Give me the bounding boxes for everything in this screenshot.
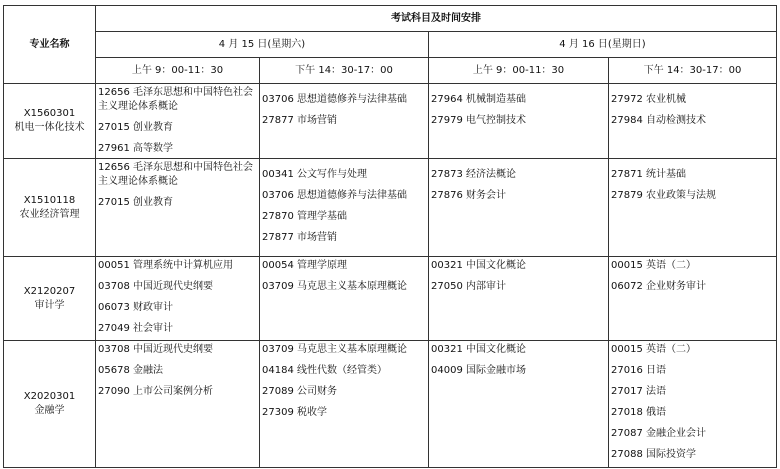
day-header-apr15: 4 月 15 日(星期六): [96, 32, 429, 58]
day-header-apr16: 4 月 16 日(星期日): [429, 32, 777, 58]
subject-item: 27088 国际投资学: [611, 449, 696, 460]
subject-item: 27870 管理学基础: [262, 211, 347, 222]
subjects-cell: [260, 257, 429, 341]
subject-item: 27018 俄语: [611, 407, 666, 418]
major-name: 农业经济管理: [19, 208, 80, 220]
session-header: 下午 14：30-17：00: [260, 58, 429, 84]
subject-item: 00321 中国文化概论: [431, 344, 526, 355]
subject-item: 27979 电气控制技术: [431, 115, 526, 126]
major-code: X1560301: [23, 108, 76, 119]
subject-item: 05678 金融法: [98, 365, 163, 376]
major-cell: [4, 159, 96, 257]
subjects-cell: [96, 341, 260, 468]
subjects-cell: [96, 84, 260, 159]
subject-item: 27871 统计基础: [611, 169, 686, 180]
subject-item: 27090 上市公司案例分析: [98, 386, 213, 397]
session-header: 上午 9：00-11：30: [429, 58, 609, 84]
subjects-cell: [260, 159, 429, 257]
subject-item: 00015 英语（二）: [611, 344, 696, 355]
subjects-cell: [429, 84, 609, 159]
major-cell: [4, 84, 96, 159]
subjects-cell: [429, 341, 609, 468]
major-name: 审计学: [34, 299, 65, 311]
subject-item: 27015 创业教育: [98, 122, 173, 133]
table-row: [4, 84, 777, 159]
subject-item: 00341 公文写作与处理: [262, 169, 367, 180]
subject-item: 27016 日语: [611, 365, 666, 376]
subjects-cell: [609, 84, 777, 159]
table-row: [4, 341, 777, 468]
subject-item: 06073 财政审计: [98, 302, 173, 313]
major-cell: [4, 257, 96, 341]
subject-item: 27087 金融企业会计: [611, 428, 706, 439]
subject-item: 27876 财务会计: [431, 190, 506, 201]
arrangement-header: 考试科目及时间安排: [96, 6, 777, 32]
subject-item: 00051 管理系统中计算机应用: [98, 260, 233, 271]
subject-item: 03709 马克思主义基本原理概论: [262, 344, 407, 355]
subject-item: 12656 毛泽东思想和中国特色社会主义理论体系概论: [98, 87, 253, 112]
subject-item: 27050 内部审计: [431, 281, 506, 292]
subjects-cell: [609, 341, 777, 468]
major-code: X2020301: [23, 391, 76, 402]
subject-item: 03708 中国近现代史纲要: [98, 281, 213, 292]
subject-item: 27309 税收学: [262, 407, 327, 418]
major-name: 机电一体化技术: [14, 122, 85, 133]
subject-item: 00015 英语（二）: [611, 260, 696, 271]
major-name: 金融学: [34, 405, 65, 416]
subjects-cell: [96, 159, 260, 257]
subject-item: 27961 高等数学: [98, 143, 173, 154]
subject-item: 00054 管理学原理: [262, 260, 347, 271]
subject-item: 12656 毛泽东思想和中国特色社会主义理论体系概论: [98, 162, 253, 187]
subject-item: 04184 线性代数（经管类）: [262, 365, 387, 376]
subject-item: 27877 市场营销: [262, 115, 337, 126]
subject-item: 00321 中国文化概论: [431, 260, 526, 271]
session-header: 上午 9：00-11：30: [96, 58, 260, 84]
major-cell: [4, 341, 96, 468]
subjects-cell: [429, 159, 609, 257]
major-code: X2120207: [23, 285, 76, 297]
subject-item: 27964 机械制造基础: [431, 94, 526, 105]
subjects-cell: [429, 257, 609, 341]
subject-item: 03706 思想道德修养与法律基础: [262, 94, 407, 105]
subject-item: 04009 国际金融市场: [431, 365, 526, 376]
subjects-cell: [260, 84, 429, 159]
subject-item: 27984 自动检测技术: [611, 115, 706, 126]
subject-item: 27877 市场营销: [262, 232, 337, 243]
subject-item: 27972 农业机械: [611, 94, 686, 105]
major-header: 专业名称: [4, 6, 96, 84]
subject-item: 27873 经济法概论: [431, 169, 516, 180]
subject-item: 03708 中国近现代史纲要: [98, 344, 213, 355]
subjects-cell: [260, 341, 429, 468]
exam-schedule-table: [3, 5, 777, 468]
subject-item: 27089 公司财务: [262, 386, 337, 397]
subjects-cell: [96, 257, 260, 341]
subject-item: 27017 法语: [611, 386, 666, 397]
subject-item: 27015 创业教育: [98, 197, 173, 208]
subject-item: 06072 企业财务审计: [611, 281, 706, 292]
subjects-cell: [609, 159, 777, 257]
major-code: X1510118: [23, 194, 76, 206]
subject-item: 03706 思想道德修养与法律基础: [262, 190, 407, 201]
subjects-cell: [609, 257, 777, 341]
session-header: 下午 14：30-17：00: [609, 58, 777, 84]
table-row: [4, 159, 777, 257]
subject-item: 03709 马克思主义基本原理概论: [262, 281, 407, 292]
subject-item: 27049 社会审计: [98, 323, 173, 334]
subject-item: 27879 农业政策与法规: [611, 190, 716, 201]
table-row: [4, 257, 777, 341]
